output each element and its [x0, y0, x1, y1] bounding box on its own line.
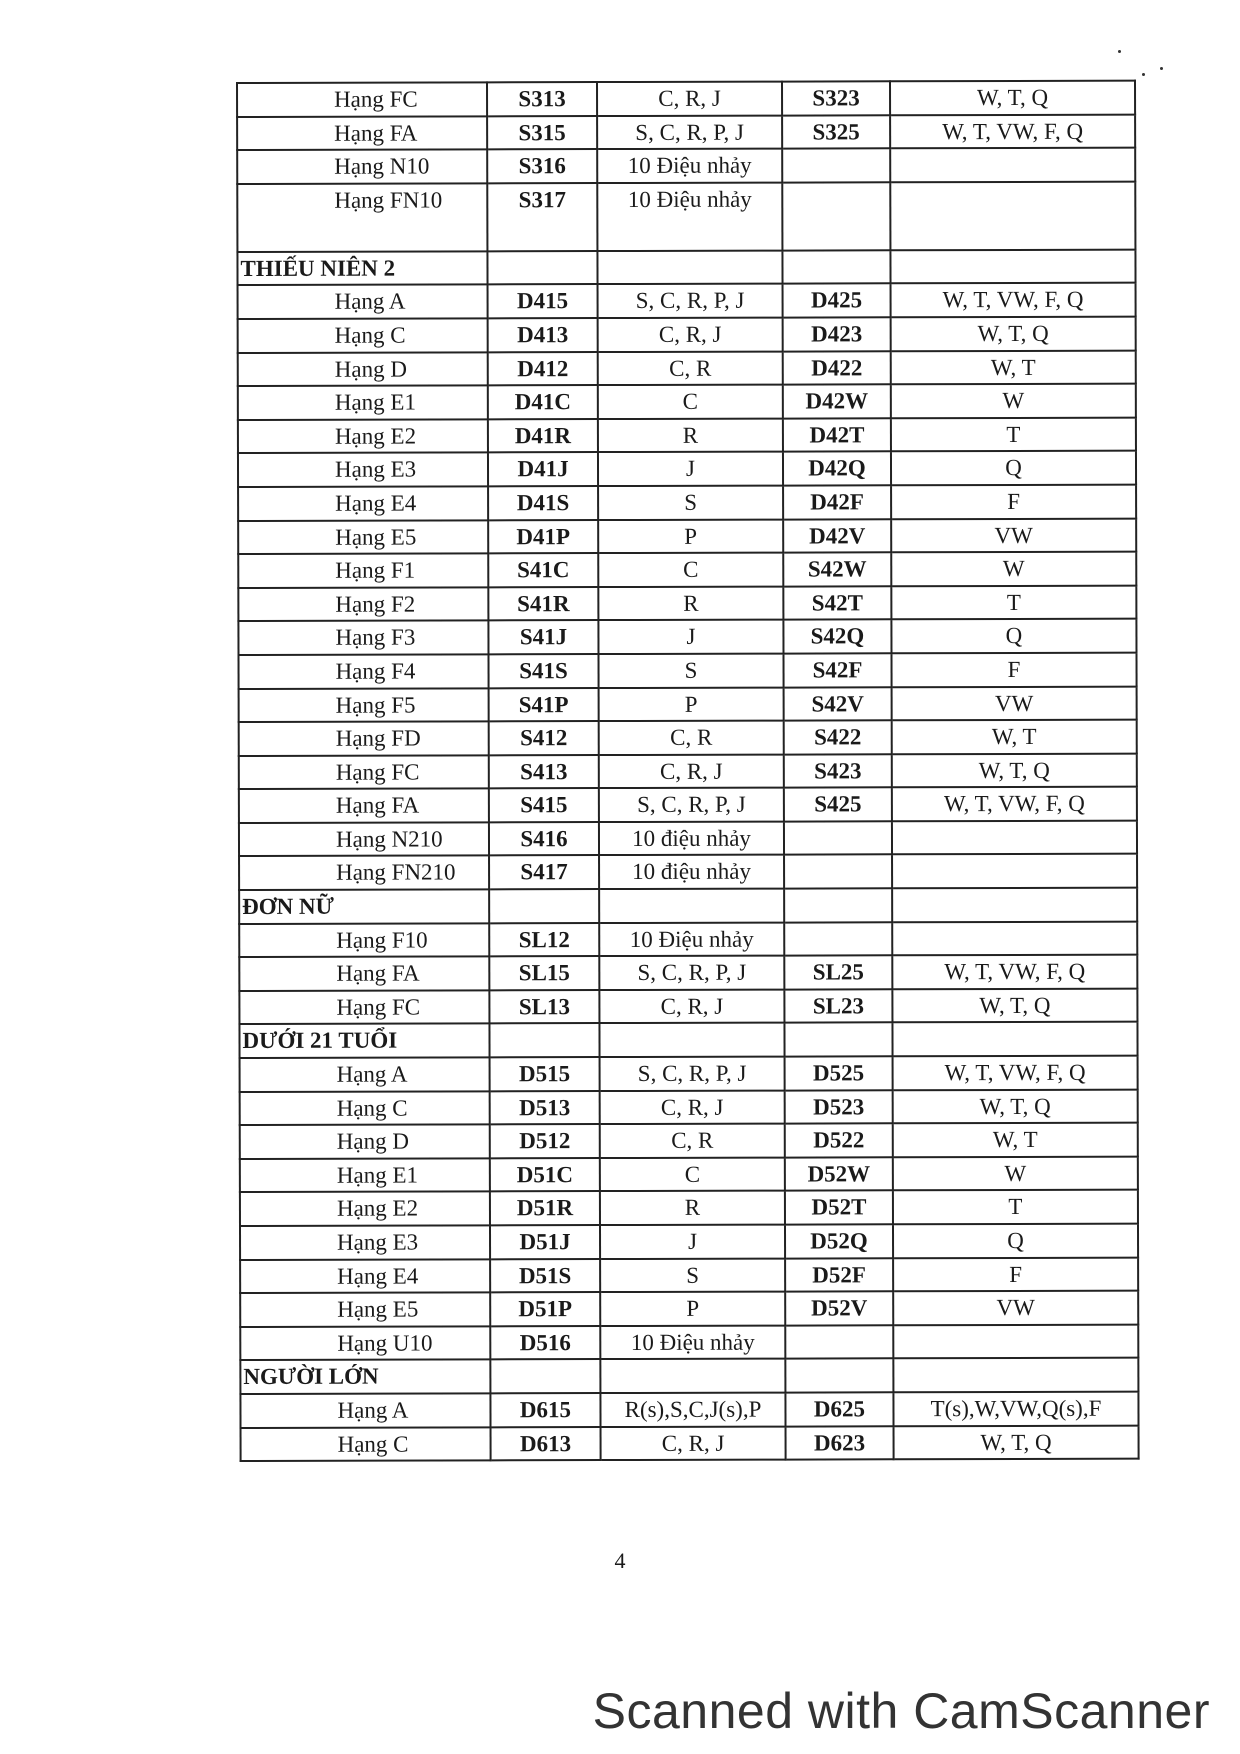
latin-dances-cell: S — [600, 1258, 785, 1292]
scan-speck — [1118, 50, 1121, 53]
table-row — [237, 114, 1135, 150]
standard-dances-cell: W — [893, 1156, 1138, 1190]
class-name-cell: Hạng D — [238, 352, 488, 386]
standard-code-cell: D42V — [783, 519, 891, 553]
standard-dances-cell: VW — [891, 518, 1136, 552]
table-row — [238, 283, 1136, 319]
class-name-cell: Hạng E1 — [240, 1158, 490, 1192]
latin-code-cell: D41P — [488, 520, 598, 554]
standard-dances-cell: W, T, VW, F, Q — [890, 114, 1135, 148]
class-name-cell: Hạng E3 — [240, 1225, 490, 1259]
class-name-cell: Hạng FC — [239, 990, 489, 1024]
latin-code-cell: D515 — [490, 1057, 600, 1091]
empty-cell — [784, 888, 892, 922]
standard-dances-cell: T — [893, 1190, 1138, 1224]
empty-cell — [892, 888, 1137, 922]
standard-code-cell — [784, 922, 892, 956]
empty-cell — [892, 1022, 1137, 1056]
class-name-cell: Hạng FN210 — [239, 856, 489, 890]
standard-dances-cell: W, T — [893, 1123, 1138, 1157]
standard-code-cell: S423 — [784, 754, 892, 788]
class-name-cell: Hạng C — [241, 1427, 491, 1461]
table-row — [241, 1425, 1139, 1461]
standard-dances-cell — [893, 1324, 1138, 1358]
class-name-cell: Hạng F1 — [238, 553, 488, 587]
standard-dances-cell — [892, 821, 1137, 855]
latin-dances-cell: S — [598, 653, 783, 687]
latin-dances-cell: 10 Điệu nhảy — [599, 922, 784, 956]
scan-speck — [1160, 67, 1163, 70]
latin-code-cell: S417 — [489, 856, 599, 890]
section-row — [237, 249, 1135, 285]
latin-dances-cell: S, C, R, P, J — [598, 284, 783, 318]
table-body — [237, 81, 1139, 1462]
latin-dances-cell: C, R, J — [601, 1426, 786, 1460]
latin-code-cell: D41C — [488, 385, 598, 419]
latin-code-cell: D51S — [490, 1259, 600, 1293]
class-name-cell: Hạng FA — [237, 116, 487, 150]
latin-dances-cell: P — [598, 519, 783, 553]
class-name-cell: Hạng F10 — [239, 923, 489, 957]
table-row — [238, 317, 1136, 353]
class-name-cell: Hạng E1 — [238, 385, 488, 419]
class-name-cell: Hạng D — [240, 1125, 490, 1159]
class-name-cell: Hạng FN10 — [237, 183, 487, 252]
latin-dances-cell: R — [598, 418, 783, 452]
table-row — [239, 854, 1137, 890]
latin-code-cell: SL15 — [489, 956, 599, 990]
table-row — [239, 988, 1137, 1024]
standard-code-cell: D623 — [786, 1426, 894, 1460]
standard-code-cell — [782, 148, 890, 182]
standard-dances-cell — [890, 181, 1135, 250]
table-row — [240, 1324, 1138, 1360]
dance-class-table — [236, 80, 1140, 1463]
standard-code-cell: D52V — [785, 1291, 893, 1325]
latin-dances-cell: C — [598, 553, 783, 587]
standard-dances-cell: W, T, Q — [890, 81, 1135, 115]
latin-dances-cell: C, R, J — [599, 754, 784, 788]
standard-code-cell: D42W — [783, 384, 891, 418]
standard-dances-cell: W, T, Q — [892, 753, 1137, 787]
class-name-cell: Hạng FA — [239, 957, 489, 991]
empty-cell — [597, 250, 782, 284]
section-title: NGƯỜI LỚN — [240, 1360, 490, 1394]
latin-dances-cell: 10 điệu nhảy — [599, 855, 784, 889]
latin-code-cell: S313 — [487, 82, 597, 116]
latin-dances-cell: C, R, J — [600, 1090, 785, 1124]
class-name-cell: Hạng FD — [239, 721, 489, 755]
standard-code-cell: D625 — [785, 1392, 893, 1426]
standard-dances-cell — [892, 921, 1137, 955]
page-number: 4 — [614, 1548, 626, 1573]
class-name-cell: Hạng U10 — [240, 1326, 490, 1360]
section-row — [239, 888, 1137, 924]
standard-code-cell — [784, 855, 892, 889]
latin-dances-cell: C, R, J — [599, 989, 784, 1023]
class-name-cell: Hạng F2 — [238, 587, 488, 621]
latin-dances-cell: J — [598, 620, 783, 654]
latin-dances-cell: J — [598, 452, 783, 486]
standard-dances-cell: W, T, VW, F, Q — [893, 1056, 1138, 1090]
standard-dances-cell: W, T, Q — [893, 1089, 1138, 1123]
table-row — [238, 451, 1136, 487]
class-name-cell: Hạng A — [240, 1393, 490, 1427]
standard-dances-cell: Q — [893, 1224, 1138, 1258]
standard-code-cell: SL23 — [784, 989, 892, 1023]
standard-code-cell: S42F — [783, 653, 891, 687]
latin-dances-cell: S, C, R, P, J — [597, 115, 782, 149]
standard-code-cell: D522 — [785, 1124, 893, 1158]
table-row — [238, 417, 1136, 453]
latin-dances-cell: S — [598, 486, 783, 520]
class-name-cell: Hạng E2 — [240, 1192, 490, 1226]
latin-code-cell: S41C — [488, 553, 598, 587]
latin-dances-cell: R — [600, 1191, 785, 1225]
table-row — [240, 1257, 1138, 1293]
table-row — [239, 821, 1137, 857]
standard-code-cell: SL25 — [784, 956, 892, 990]
empty-cell — [599, 1023, 784, 1057]
class-name-cell: Hạng F3 — [238, 621, 488, 655]
latin-code-cell: D412 — [488, 352, 598, 386]
standard-code-cell — [782, 182, 890, 250]
class-name-cell: Hạng F4 — [238, 654, 488, 688]
section-title: ĐƠN NỮ — [239, 889, 489, 923]
standard-code-cell: S323 — [782, 81, 890, 115]
standard-dances-cell: W, T, Q — [891, 317, 1136, 351]
table-row — [238, 552, 1136, 588]
latin-code-cell: D513 — [490, 1091, 600, 1125]
class-name-cell: Hạng E5 — [240, 1293, 490, 1327]
camscanner-watermark: Scanned with CamScanner — [592, 1683, 1210, 1739]
standard-code-cell: D42Q — [783, 452, 891, 486]
class-name-cell: Hạng A — [238, 285, 488, 319]
empty-cell — [599, 889, 784, 923]
class-name-cell: Hạng E4 — [238, 486, 488, 520]
standard-dances-cell: F — [891, 653, 1136, 687]
latin-dances-cell: R — [598, 586, 783, 620]
table-row — [240, 1089, 1138, 1125]
latin-dances-cell: J — [600, 1225, 785, 1259]
class-name-cell: Hạng E4 — [240, 1259, 490, 1293]
latin-dances-cell: 10 điệu nhảy — [599, 821, 784, 855]
class-name-cell: Hạng N10 — [237, 150, 487, 184]
empty-cell — [490, 1359, 600, 1393]
standard-dances-cell — [890, 148, 1135, 182]
class-name-cell: Hạng FC — [237, 82, 487, 116]
latin-dances-cell: P — [599, 687, 784, 721]
table-row — [239, 753, 1137, 789]
table-row — [237, 181, 1135, 251]
latin-code-cell: D512 — [490, 1124, 600, 1158]
latin-dances-cell: C, R — [598, 351, 783, 385]
standard-dances-cell: W, T, VW, F, Q — [892, 955, 1137, 989]
latin-code-cell: D51P — [490, 1292, 600, 1326]
table-row — [240, 1190, 1138, 1226]
latin-code-cell: D413 — [488, 318, 598, 352]
standard-dances-cell: T(s),W,VW,Q(s),F — [893, 1392, 1138, 1426]
standard-code-cell: D52Q — [785, 1224, 893, 1258]
latin-dances-cell: 10 Điệu nhảy — [597, 182, 782, 250]
table-row — [239, 787, 1137, 823]
latin-code-cell: S315 — [487, 116, 597, 150]
section-title: THIẾU NIÊN 2 — [237, 251, 487, 285]
standard-dances-cell: F — [891, 485, 1136, 519]
table-row — [238, 518, 1136, 554]
table-row — [238, 384, 1136, 420]
latin-code-cell: S317 — [487, 183, 597, 251]
latin-code-cell: D613 — [491, 1427, 601, 1461]
latin-dances-cell: S, C, R, P, J — [600, 1057, 785, 1091]
empty-cell — [489, 1023, 599, 1057]
latin-code-cell: S41J — [488, 620, 598, 654]
latin-code-cell: D51R — [490, 1191, 600, 1225]
standard-dances-cell: T — [891, 417, 1136, 451]
standard-dances-cell: W — [891, 384, 1136, 418]
latin-code-cell: S416 — [489, 822, 599, 856]
table-row — [240, 1156, 1138, 1192]
latin-dances-cell: C, R, J — [598, 318, 783, 352]
empty-cell — [600, 1359, 785, 1393]
standard-code-cell — [784, 821, 892, 855]
standard-code-cell: D425 — [783, 284, 891, 318]
latin-code-cell: D415 — [488, 284, 598, 318]
empty-cell — [893, 1358, 1138, 1392]
standard-dances-cell: W — [891, 552, 1136, 586]
standard-code-cell — [785, 1325, 893, 1359]
empty-cell — [784, 1023, 892, 1057]
latin-dances-cell: C, R — [600, 1124, 785, 1158]
class-name-cell: Hạng FC — [239, 755, 489, 789]
section-row — [240, 1358, 1138, 1394]
standard-code-cell: S42Q — [783, 620, 891, 654]
latin-code-cell: S413 — [489, 755, 599, 789]
standard-code-cell: S42T — [783, 586, 891, 620]
standard-dances-cell: W, T, VW, F, Q — [891, 283, 1136, 317]
class-name-cell: Hạng N210 — [239, 822, 489, 856]
latin-code-cell: D51C — [490, 1158, 600, 1192]
latin-dances-cell: 10 Điệu nhảy — [600, 1325, 785, 1359]
empty-cell — [785, 1359, 893, 1393]
latin-dances-cell: S, C, R, P, J — [599, 788, 784, 822]
standard-dances-cell: VW — [893, 1291, 1138, 1325]
latin-dances-cell: C, R — [599, 721, 784, 755]
latin-code-cell: S415 — [489, 788, 599, 822]
standard-code-cell: D52T — [785, 1191, 893, 1225]
standard-code-cell: D423 — [783, 317, 891, 351]
standard-code-cell: D42T — [783, 418, 891, 452]
standard-code-cell: D523 — [785, 1090, 893, 1124]
standard-code-cell: S422 — [784, 720, 892, 754]
latin-code-cell: D516 — [490, 1326, 600, 1360]
latin-code-cell: SL13 — [489, 990, 599, 1024]
latin-code-cell: S41R — [488, 587, 598, 621]
standard-dances-cell: T — [891, 585, 1136, 619]
standard-code-cell: D422 — [783, 351, 891, 385]
table-row — [238, 619, 1136, 655]
table-row — [240, 1392, 1138, 1428]
latin-code-cell: D41J — [488, 452, 598, 486]
latin-code-cell: SL12 — [489, 923, 599, 957]
standard-dances-cell: Q — [891, 619, 1136, 653]
table-row — [238, 585, 1136, 621]
latin-code-cell: S41S — [488, 654, 598, 688]
latin-dances-cell: S, C, R, P, J — [599, 956, 784, 990]
latin-code-cell: S41P — [489, 688, 599, 722]
empty-cell — [489, 889, 599, 923]
table-row — [237, 81, 1135, 117]
class-name-cell: Hạng E2 — [238, 419, 488, 453]
latin-code-cell: D41R — [488, 419, 598, 453]
table-row — [238, 350, 1136, 386]
latin-dances-cell: C — [600, 1157, 785, 1191]
table-row — [239, 720, 1137, 756]
standard-dances-cell: W, T — [892, 720, 1137, 754]
standard-dances-cell: W, T, VW, F, Q — [892, 787, 1137, 821]
latin-code-cell: D615 — [490, 1393, 600, 1427]
table-row — [238, 653, 1136, 689]
table-row — [237, 148, 1135, 184]
standard-code-cell: S42V — [784, 687, 892, 721]
latin-dances-cell: 10 Điệu nhảy — [597, 149, 782, 183]
standard-code-cell: S425 — [784, 788, 892, 822]
class-name-cell: Hạng C — [240, 1091, 490, 1125]
standard-dances-cell — [892, 854, 1137, 888]
latin-dances-cell: P — [600, 1292, 785, 1326]
class-name-cell: Hạng E3 — [238, 453, 488, 487]
standard-dances-cell: VW — [892, 686, 1137, 720]
class-name-cell: Hạng C — [238, 318, 488, 352]
section-title: DƯỚI 21 TUỔI — [239, 1024, 489, 1058]
standard-code-cell: D42F — [783, 485, 891, 519]
standard-code-cell: S325 — [782, 115, 890, 149]
standard-dances-cell: W, T — [891, 350, 1136, 384]
empty-cell — [890, 249, 1135, 283]
table-row — [240, 1056, 1138, 1092]
table-row — [240, 1224, 1138, 1260]
latin-code-cell: D41S — [488, 486, 598, 520]
standard-dances-cell: W, T, Q — [892, 988, 1137, 1022]
empty-cell — [782, 250, 890, 284]
latin-code-cell: S412 — [489, 721, 599, 755]
class-name-cell: Hạng F5 — [239, 688, 489, 722]
table-row — [238, 485, 1136, 521]
latin-dances-cell: C, R, J — [597, 82, 782, 116]
standard-code-cell: D52W — [785, 1157, 893, 1191]
standard-code-cell: D52F — [785, 1258, 893, 1292]
standard-code-cell: D525 — [785, 1056, 893, 1090]
table-row — [240, 1123, 1138, 1159]
standard-dances-cell: W, T, Q — [894, 1425, 1139, 1459]
latin-dances-cell: R(s),S,C,J(s),P — [600, 1393, 785, 1427]
empty-cell — [487, 251, 597, 285]
class-name-cell: Hạng E5 — [238, 520, 488, 554]
table-row — [240, 1291, 1138, 1327]
standard-code-cell: S42W — [783, 552, 891, 586]
scan-speck — [1142, 73, 1145, 76]
section-row — [239, 1022, 1137, 1058]
class-name-cell: Hạng A — [240, 1057, 490, 1091]
latin-dances-cell: C — [598, 385, 783, 419]
table-row — [239, 921, 1137, 957]
standard-dances-cell: Q — [891, 451, 1136, 485]
latin-code-cell: D51J — [490, 1225, 600, 1259]
class-name-cell: Hạng FA — [239, 789, 489, 823]
standard-dances-cell: F — [893, 1257, 1138, 1291]
latin-code-cell: S316 — [487, 149, 597, 183]
table-row — [239, 955, 1137, 991]
table-row — [239, 686, 1137, 722]
